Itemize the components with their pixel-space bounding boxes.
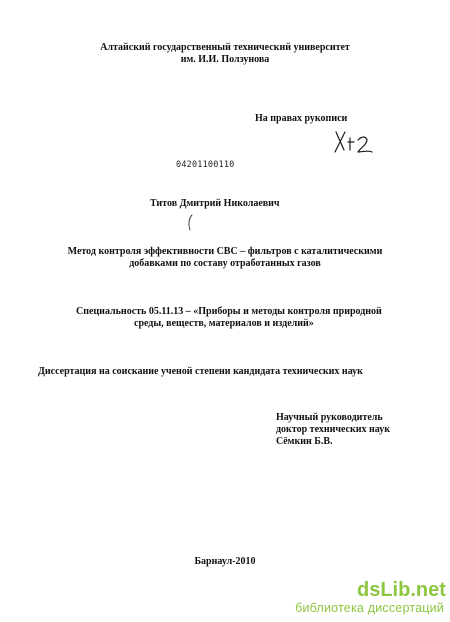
- thesis-title-line1: Метод контроля эффективности СВС – фильтров с каталитическими: [67, 246, 383, 257]
- watermark-subtitle: библиотека диссертаций: [295, 601, 444, 615]
- university-honorific: им. И.И. Ползунова: [180, 54, 270, 65]
- supervisor-role: Научный руководитель: [276, 412, 383, 423]
- pen-stroke-mark: [186, 214, 194, 232]
- watermark-logo: dsLib.net: [357, 579, 446, 601]
- specialty-line1: Специальность 05.11.13 – «Приборы и методы контроля природной: [76, 306, 382, 317]
- manuscript-note: На правах рукописи: [255, 113, 348, 124]
- city-year: Барнаул-2010: [194, 556, 256, 567]
- thesis-title-line2: добавками по составу отработанных газов: [129, 258, 321, 269]
- degree-statement: Диссертация на соискание ученой степени кандидата технических наук: [38, 366, 363, 377]
- supervisor-degree: доктор технических наук: [276, 424, 391, 435]
- registration-code: 04201100110: [176, 160, 235, 170]
- signature-mark: [332, 128, 376, 158]
- author-name: Титов Дмитрий Николаевич: [150, 198, 280, 209]
- university-name: Алтайский государственный технический университет: [100, 42, 350, 53]
- supervisor-name: Сёмкин Б.В.: [276, 436, 333, 447]
- specialty-line2: среды, веществ, материалов и изделий»: [134, 318, 314, 329]
